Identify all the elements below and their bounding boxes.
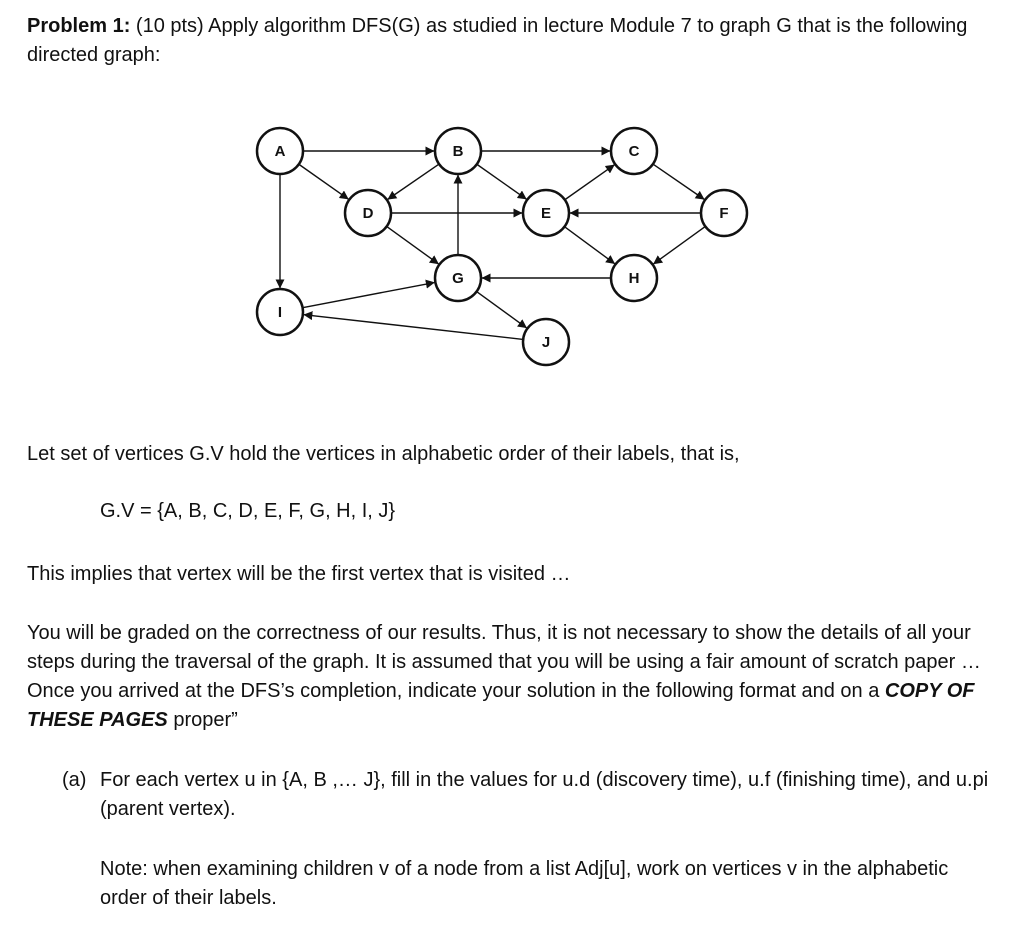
- part-a: [62, 766, 1000, 824]
- edge-d-to-g: [387, 226, 439, 263]
- grading-text: You will be graded on the correctness of our results. Thus, it is not necessary to show the details of all your steps during the traversal of the graph. It is assumed that you will be using a fair amount of scratch paper … Once you arrived at the DFS’s completion, indicate your solution in the following format and on a: [27, 622, 981, 702]
- node-e: [523, 190, 569, 236]
- problem-label: Problem 1:: [27, 15, 131, 37]
- edge-e-to-c: [565, 165, 615, 200]
- node-label: H: [628, 270, 640, 287]
- node-label: G: [452, 270, 464, 287]
- node-f: [701, 190, 747, 236]
- edge-e-to-h: [565, 227, 615, 264]
- vertex-set: G.V = {A, B, C, D, E, F, G, H, I, J}: [100, 500, 396, 522]
- node-label: D: [362, 205, 374, 222]
- problem-text: (10 pts) Apply algorithm DFS(G) as studied in lecture Module 7 to graph G that is the following directed graph:: [27, 15, 968, 66]
- node-j: [523, 319, 569, 365]
- edge-f-to-h: [653, 226, 705, 263]
- node-label: B: [452, 143, 464, 160]
- note-text: Note: when examining children v of a node from a list Adj[u], work on vertices v in the alphabetic order of their labels.: [100, 858, 949, 909]
- node-b: [435, 128, 481, 174]
- part-a-marker: (a): [62, 769, 87, 791]
- edge-i-to-g: [303, 283, 435, 308]
- node-label: A: [274, 143, 286, 160]
- part-a-text: For each vertex u in {A, B ,… J}, fill in the values for u.d (discovery time), u.f (finishing time), and u.pi (parent vertex).: [100, 769, 989, 820]
- node-label: J: [541, 334, 551, 351]
- edge-b-to-d: [388, 164, 439, 199]
- directed-graph: [0, 0, 1024, 400]
- edge-j-to-i: [304, 315, 523, 340]
- edge-g-to-j: [477, 292, 527, 328]
- node-label: F: [719, 205, 729, 222]
- node-h: [611, 255, 657, 301]
- graph-edges: [277, 151, 705, 339]
- first-vertex-text: This implies that vertex will be the first vertex that is visited …: [27, 563, 571, 585]
- grading-emphasis: COPY OF THESE PAGES: [27, 680, 975, 731]
- edge-b-to-e: [477, 164, 527, 199]
- node-label: E: [540, 205, 552, 222]
- graph-nodes: [257, 128, 747, 365]
- node-c: [611, 128, 657, 174]
- node-g: [435, 255, 481, 301]
- node-label: C: [628, 143, 640, 160]
- node-label: I: [277, 304, 283, 321]
- intro-text: Let set of vertices G.V hold the vertices in alphabetic order of their labels, that is,: [27, 443, 740, 465]
- edge-c-to-f: [653, 164, 704, 199]
- grading-text-end: proper”: [167, 709, 238, 731]
- node-i: [257, 289, 303, 335]
- node-a: [257, 128, 303, 174]
- grading-paragraph: [27, 619, 997, 735]
- node-d: [345, 190, 391, 236]
- edge-a-to-d: [299, 164, 349, 199]
